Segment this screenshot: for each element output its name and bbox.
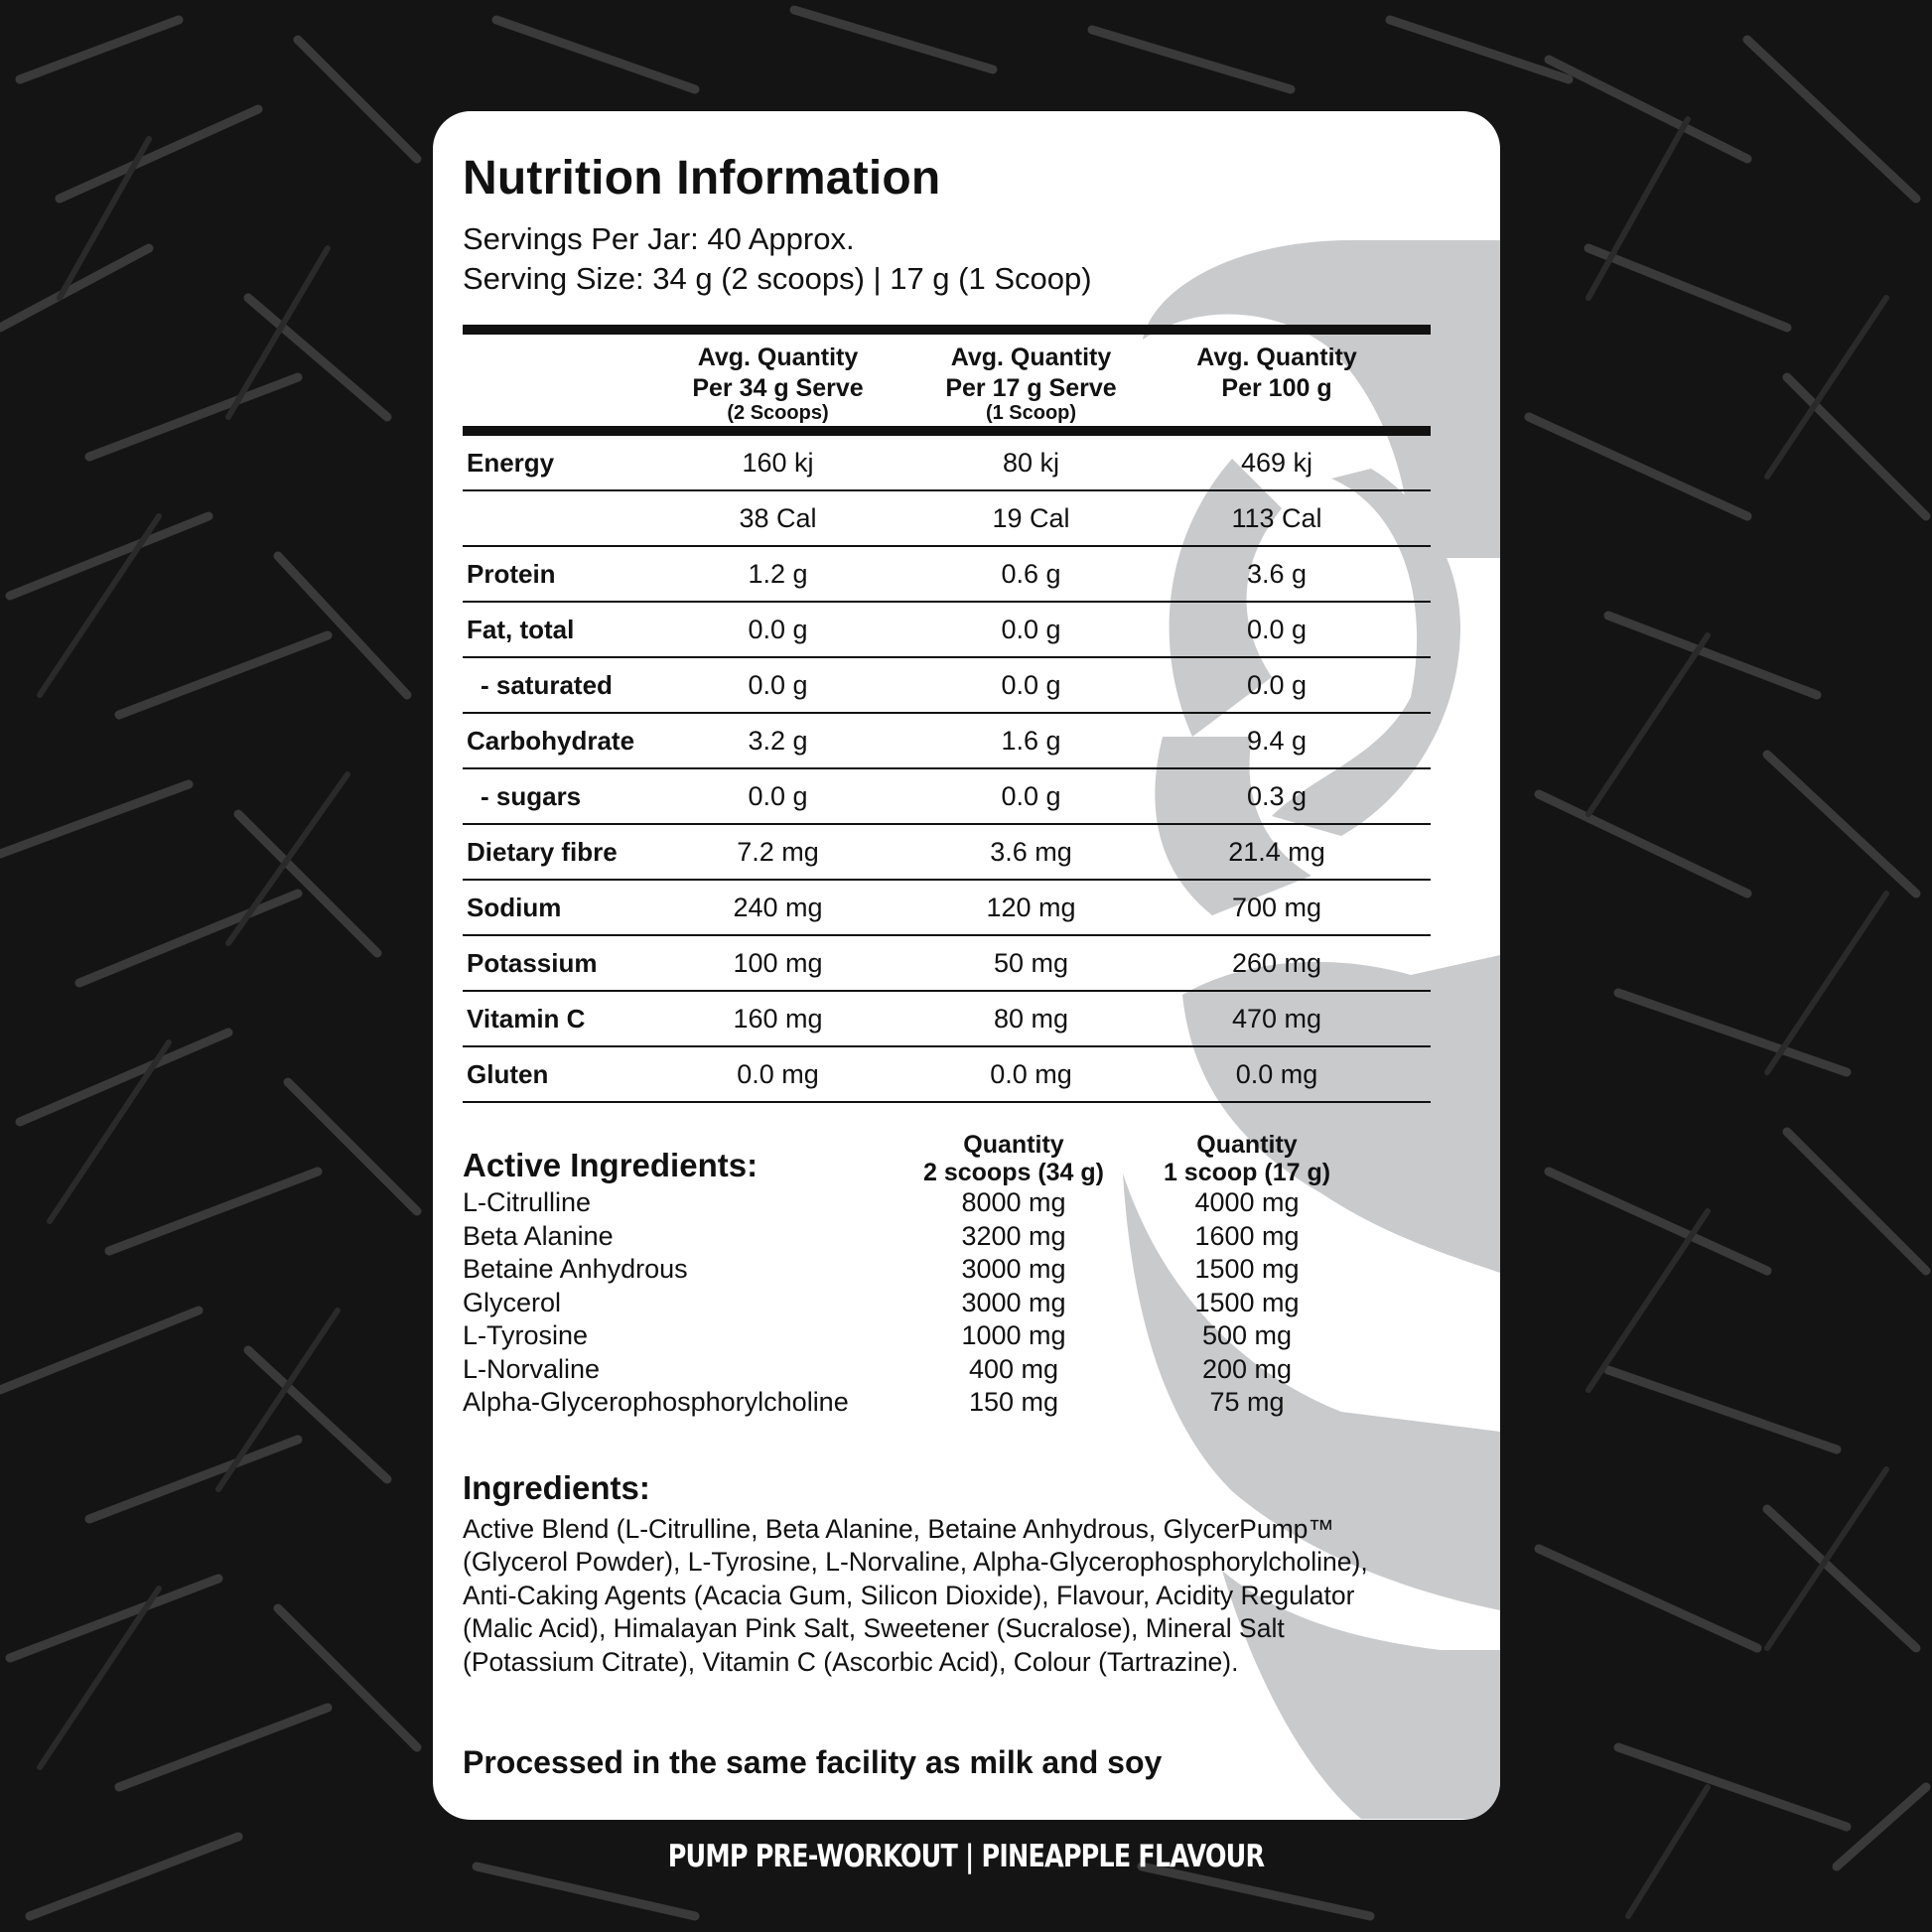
active-item-q2: 4000 mg bbox=[1194, 1187, 1300, 1217]
label-content bbox=[463, 151, 1431, 1781]
active-item-name: Beta Alanine bbox=[463, 1220, 614, 1251]
header-line: Per 100 g bbox=[1221, 374, 1332, 402]
active-item-q1: 3000 mg bbox=[961, 1287, 1066, 1317]
nutrition-card bbox=[433, 111, 1500, 1820]
nutrition-table bbox=[463, 325, 1431, 1103]
table-row bbox=[463, 431, 1431, 490]
ingredients-line: (Malic Acid), Himalayan Pink Salt, Sweetener (Sucralose), Mineral Salt bbox=[463, 1613, 1285, 1643]
ingredients-line: (Potassium Citrate), Vitamin C (Ascorbic Acid), Colour (Tartrazine). bbox=[463, 1646, 1239, 1677]
row-spacer bbox=[1396, 602, 1431, 657]
row-label bbox=[463, 490, 651, 546]
active-item-q2: 75 mg bbox=[1209, 1387, 1285, 1417]
row-spacer bbox=[1396, 880, 1431, 935]
value-34g: 38 Cal bbox=[651, 490, 904, 546]
active-item-q2: 1500 mg bbox=[1194, 1287, 1300, 1317]
row-label: Gluten bbox=[463, 1046, 651, 1102]
active-item-name: Betaine Anhydrous bbox=[463, 1254, 688, 1284]
header-blank bbox=[463, 330, 651, 431]
table-row bbox=[463, 768, 1431, 824]
row-spacer bbox=[1396, 768, 1431, 824]
header-line: Avg. Quantity bbox=[697, 344, 859, 371]
active-ingredients-section bbox=[463, 1131, 1431, 1420]
header-line: Avg. Quantity bbox=[950, 344, 1112, 371]
row-spacer bbox=[1396, 1046, 1431, 1102]
row-spacer bbox=[1396, 490, 1431, 546]
servings-per-jar: Servings Per Jar: 40 Approx. bbox=[463, 221, 855, 256]
col-line: Quantity bbox=[963, 1131, 1064, 1159]
value-17g: 80 kj bbox=[904, 431, 1158, 490]
value-100g: 0.0 mg bbox=[1158, 1046, 1396, 1102]
value-17g: 0.0 mg bbox=[904, 1046, 1158, 1102]
active-item-q2: 200 mg bbox=[1201, 1353, 1293, 1384]
row-spacer bbox=[1396, 824, 1431, 880]
value-100g: 9.4 g bbox=[1158, 713, 1396, 768]
allergen-note: Processed in the same facility as milk and soy bbox=[463, 1744, 1163, 1780]
col-line: 1 scoop (17 g) bbox=[1163, 1159, 1331, 1186]
value-17g: 0.0 g bbox=[904, 657, 1158, 713]
value-100g: 113 Cal bbox=[1158, 490, 1396, 546]
value-100g: 0.3 g bbox=[1158, 768, 1396, 824]
value-17g: 50 mg bbox=[904, 935, 1158, 991]
ingredients-text bbox=[463, 1513, 1431, 1680]
row-label: Sodium bbox=[463, 880, 651, 935]
page-title: Nutrition Information bbox=[463, 152, 941, 205]
header-spacer bbox=[1396, 330, 1431, 431]
active-item-q1: 150 mg bbox=[968, 1387, 1059, 1417]
value-17g: 19 Cal bbox=[904, 490, 1158, 546]
value-34g: 160 mg bbox=[651, 991, 904, 1046]
active-item-q1: 3000 mg bbox=[961, 1254, 1066, 1284]
active-ingredients-heading: Active Ingredients: bbox=[463, 1147, 759, 1183]
value-17g: 120 mg bbox=[904, 880, 1158, 935]
ingredients-heading: Ingredients: bbox=[463, 1468, 650, 1506]
ingredients-line: Anti-Caking Agents (Acacia Gum, Silicon Dioxide), Flavour, Acidity Regulator bbox=[463, 1580, 1355, 1610]
header-note: (2 Scoops) bbox=[727, 402, 829, 424]
active-ingredients-grid bbox=[463, 1131, 1431, 1420]
row-label: Carbohydrate bbox=[463, 713, 651, 768]
row-label: - saturated bbox=[463, 657, 651, 713]
value-34g: 0.0 g bbox=[651, 602, 904, 657]
row-label: Protein bbox=[463, 546, 651, 602]
table-row bbox=[463, 546, 1431, 602]
table-row bbox=[463, 880, 1431, 935]
value-34g: 240 mg bbox=[651, 880, 904, 935]
row-spacer bbox=[1396, 713, 1431, 768]
row-label: Vitamin C bbox=[463, 991, 651, 1046]
active-col-2-scoops bbox=[899, 1131, 1128, 1186]
value-100g: 470 mg bbox=[1158, 991, 1396, 1046]
table-row bbox=[463, 1046, 1431, 1102]
active-item-q1: 8000 mg bbox=[961, 1187, 1066, 1217]
table-row bbox=[463, 935, 1431, 991]
active-item-q2: 1500 mg bbox=[1194, 1254, 1300, 1284]
active-item-q1: 400 mg bbox=[968, 1353, 1059, 1384]
active-item-name: L-Norvaline bbox=[463, 1353, 601, 1384]
value-34g: 160 kj bbox=[651, 431, 904, 490]
row-label: Fat, total bbox=[463, 602, 651, 657]
row-spacer bbox=[1396, 657, 1431, 713]
table-row bbox=[463, 713, 1431, 768]
table-row bbox=[463, 602, 1431, 657]
table-row bbox=[463, 490, 1431, 546]
table-row bbox=[463, 657, 1431, 713]
value-17g: 1.6 g bbox=[904, 713, 1158, 768]
value-17g: 3.6 mg bbox=[904, 824, 1158, 880]
row-label: Potassium bbox=[463, 935, 651, 991]
row-spacer bbox=[1396, 991, 1431, 1046]
col-line: 2 scoops (34 g) bbox=[923, 1159, 1104, 1186]
table-row bbox=[463, 991, 1431, 1046]
ingredients-line: (Glycerol Powder), L-Tyrosine, L-Norvaline, Alpha-Glycerophosphorylcholine), bbox=[463, 1547, 1368, 1577]
serving-size: Serving Size: 34 g (2 scoops) | 17 g (1 Scoop) bbox=[463, 261, 1092, 296]
header-per-34g bbox=[651, 330, 904, 431]
value-34g: 100 mg bbox=[651, 935, 904, 991]
col-line: Quantity bbox=[1196, 1131, 1298, 1159]
row-label: - sugars bbox=[463, 768, 651, 824]
row-spacer bbox=[1396, 546, 1431, 602]
header-note: (1 Scoop) bbox=[985, 402, 1077, 424]
value-17g: 0.0 g bbox=[904, 602, 1158, 657]
value-100g: 0.0 g bbox=[1158, 602, 1396, 657]
value-34g: 7.2 mg bbox=[651, 824, 904, 880]
active-item-name: Alpha-Glycerophosphorylcholine bbox=[463, 1387, 849, 1417]
active-item-q2: 1600 mg bbox=[1194, 1220, 1300, 1251]
active-item-q1: 1000 mg bbox=[961, 1320, 1066, 1350]
active-col-1-scoop bbox=[1128, 1131, 1366, 1186]
row-spacer bbox=[1396, 431, 1431, 490]
value-34g: 0.0 g bbox=[651, 768, 904, 824]
value-34g: 3.2 g bbox=[651, 713, 904, 768]
header-line: Per 17 g Serve bbox=[945, 374, 1117, 402]
row-label: Dietary fibre bbox=[463, 824, 651, 880]
product-footer: PUMP PRE-WORKOUT | PINEAPPLE FLAVOUR bbox=[667, 1839, 1265, 1874]
active-item-q2: 500 mg bbox=[1201, 1320, 1293, 1350]
value-34g: 0.0 g bbox=[651, 657, 904, 713]
value-34g: 1.2 g bbox=[651, 546, 904, 602]
value-100g: 469 kj bbox=[1158, 431, 1396, 490]
table-row bbox=[463, 824, 1431, 880]
value-17g: 0.6 g bbox=[904, 546, 1158, 602]
active-item-name: Glycerol bbox=[463, 1287, 562, 1317]
value-100g: 700 mg bbox=[1158, 880, 1396, 935]
table-header-row bbox=[463, 330, 1431, 431]
value-17g: 80 mg bbox=[904, 991, 1158, 1046]
row-spacer bbox=[1396, 935, 1431, 991]
active-item-name: L-Tyrosine bbox=[463, 1320, 589, 1350]
header-per-17g bbox=[904, 330, 1158, 431]
row-label: Energy bbox=[463, 431, 651, 490]
header-per-100g bbox=[1158, 330, 1396, 431]
value-17g: 0.0 g bbox=[904, 768, 1158, 824]
ingredients-line: Active Blend (L-Citrulline, Beta Alanine, Betaine Anhydrous, GlycerPump™ bbox=[463, 1513, 1334, 1544]
active-item-name: L-Citrulline bbox=[463, 1187, 592, 1217]
active-item-q1: 3200 mg bbox=[961, 1220, 1066, 1251]
header-line: Per 34 g Serve bbox=[692, 374, 864, 402]
value-100g: 0.0 g bbox=[1158, 657, 1396, 713]
value-34g: 0.0 mg bbox=[651, 1046, 904, 1102]
value-100g: 260 mg bbox=[1158, 935, 1396, 991]
header-line: Avg. Quantity bbox=[1196, 344, 1357, 371]
value-100g: 21.4 mg bbox=[1158, 824, 1396, 880]
value-100g: 3.6 g bbox=[1158, 546, 1396, 602]
